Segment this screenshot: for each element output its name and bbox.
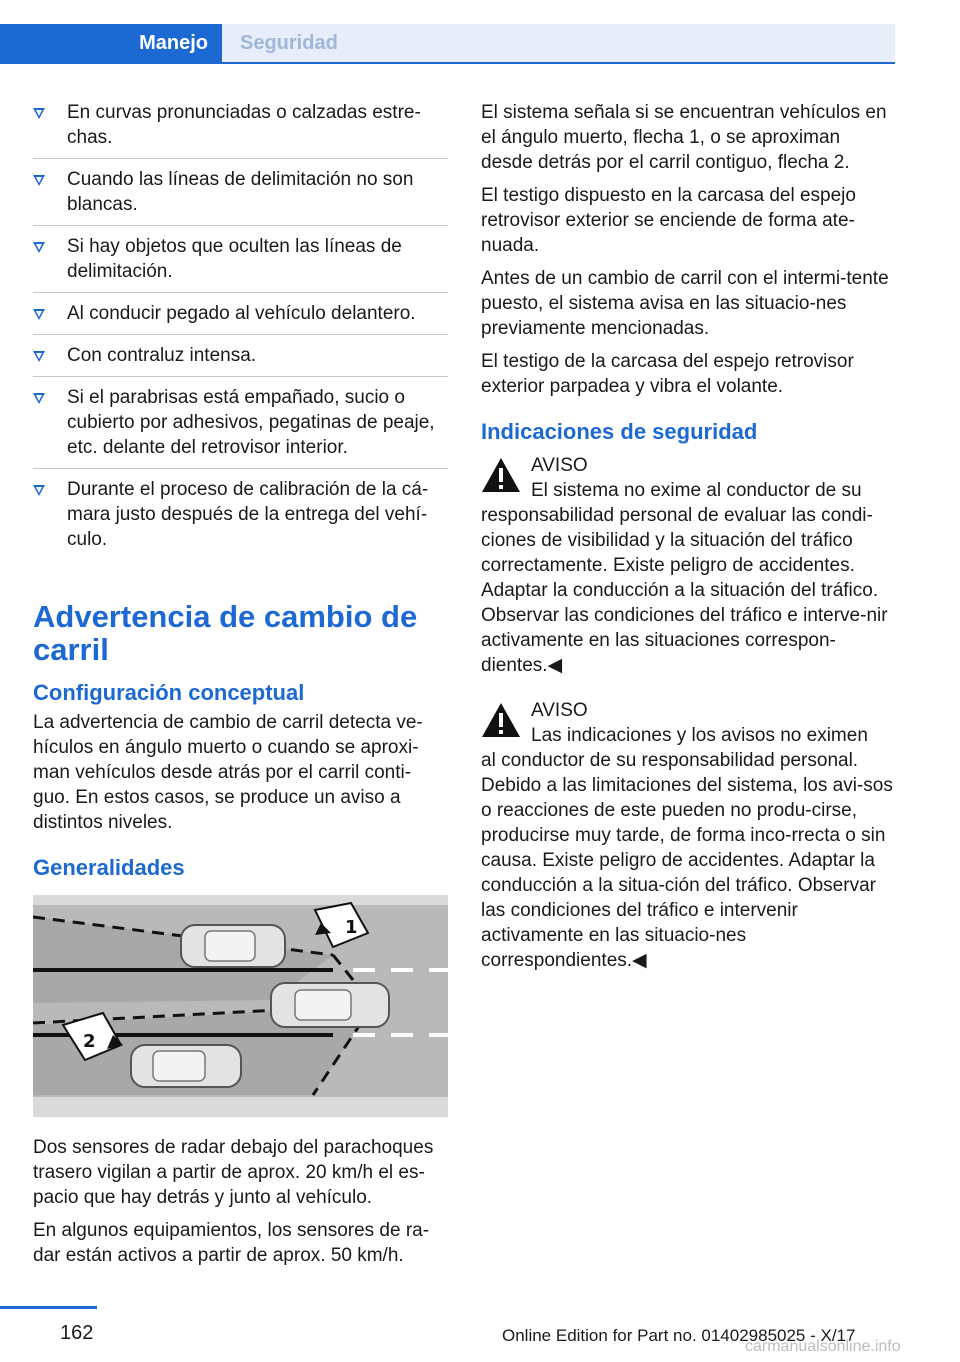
list-item: Al conducir pegado al vehículo delantero. <box>33 301 448 335</box>
lane-change-paragraph: Antes de un cambio de carril con el intermi‐tente puesto, el sistema avisa en las situacio‐nes previamente mencionadas. <box>481 268 889 339</box>
warning-title: AVISO <box>531 455 588 476</box>
lane-diagram-svg <box>33 895 448 1117</box>
list-item: Si hay objetos que oculten las líneas de delimitación. <box>33 234 448 293</box>
car-approaching <box>131 1045 241 1087</box>
list-item: En curvas pronunciadas o calzadas estre‐chas. <box>33 100 448 159</box>
subsection-title-general: Generalidades <box>33 855 185 880</box>
left-column <box>33 100 448 1276</box>
right-column <box>481 100 895 993</box>
triangle-bullet-icon <box>33 309 45 320</box>
list-item: Durante el proceso de calibración de la cá‐mara justo después de la entrega del vehí‐culo. <box>33 477 448 560</box>
warning-text: responsabilidad personal de evaluar las condi‐ciones de visibilidad y la situación del tráfico correctamente. Existe peligro de accidentes. Adaptar la conducción a la situación del tráfico. Observar las condiciones del tráfico e interve‐nir activamente en las situaciones correspon‐dientes.◀ <box>481 505 888 676</box>
indicator-paragraph: El testigo dispuesto en la carcasa del espejo retrovisor exterior se enciende de forma ate‐nuada. <box>481 185 856 256</box>
warning-title: AVISO <box>531 700 588 721</box>
triangle-bullet-icon <box>33 393 45 404</box>
warning-first-line: El sistema no exime al conductor de su <box>531 480 862 501</box>
safety-title: Indicaciones de seguridad <box>481 419 758 444</box>
section-title: Advertencia de cambio de carril <box>33 599 418 667</box>
page-number: 162 <box>60 1322 94 1344</box>
sensors-paragraph-1: Dos sensores de radar debajo del parachoques trasero vigilan a partir de aprox. 20 km/h el es‐pacio que hay detrás y junto al vehículo. <box>33 1137 434 1208</box>
warning-text: al conductor de su responsabilidad personal. Debido a las limitaciones del sistema, los avi‐sos o reacciones de este pueden no produ‐cirse, producirse muy tarde, de forma inco‐rrecta o sin causa. Existe peligro de accidentes. Adaptar la conducción a la situa‐ción del tráfico. Observar las condiciones del tráfico e intervenir activamente en las situacio‐nes correspondientes.◀ <box>481 750 893 971</box>
signal-paragraph: El sistema señala si se encuentran vehículos en el ángulo muerto, flecha 1, o se aproximan desde detrás por el carril contiguo, flecha 2. <box>481 102 887 173</box>
sensors-paragraph-2: En algunos equipamientos, los sensores de ra‐dar están activos a partir de aprox. 50 km/h. <box>33 1220 430 1266</box>
svg-text:2: 2 <box>83 1031 96 1052</box>
list-item: Con contraluz intensa. <box>33 343 448 377</box>
warning-triangle-icon <box>481 702 521 738</box>
triangle-bullet-icon <box>33 485 45 496</box>
list-item: Cuando las líneas de delimitación no son blancas. <box>33 167 448 226</box>
car-own <box>271 983 389 1027</box>
conditions-list <box>33 100 448 560</box>
car-blind-spot <box>181 925 285 967</box>
warning-first-line: Las indicaciones y los avisos no eximen <box>531 725 868 746</box>
blink-paragraph: El testigo de la carcasa del espejo retrovisor exterior parpadea y vibra el volante. <box>481 351 854 397</box>
triangle-bullet-icon <box>33 242 45 253</box>
subsection-title-concept: Configuración conceptual <box>33 680 305 705</box>
triangle-bullet-icon <box>33 108 45 119</box>
triangle-bullet-icon <box>33 351 45 362</box>
triangle-bullet-icon <box>33 175 45 186</box>
tab-seguridad[interactable]: Seguridad <box>222 24 895 62</box>
watermark: carmanualsonline.info <box>745 1338 901 1355</box>
warning-box-2 <box>481 698 895 973</box>
list-item: Si el parabrisas está empañado, sucio o cubierto por adhesivos, pegatinas de peaje, etc. delante del retrovisor interior. <box>33 385 448 469</box>
concept-paragraph: La advertencia de cambio de carril detecta ve‐hículos en ángulo muerto o cuando se aproxi‐man vehículos desde atrás por el carril conti‐guo. En estos casos, se produce un aviso a distintos niveles. <box>33 712 423 833</box>
edition-note: Online Edition for Part no. 01402985025 - X/17 <box>502 1326 856 1345</box>
header-tabs <box>0 24 895 64</box>
footer-accent-line <box>0 1306 97 1309</box>
warning-triangle-icon <box>481 457 521 493</box>
warning-box-1 <box>481 453 895 678</box>
lane-change-diagram <box>33 895 448 1117</box>
tab-manejo[interactable]: Manejo <box>0 24 222 62</box>
svg-text:1: 1 <box>345 917 358 938</box>
